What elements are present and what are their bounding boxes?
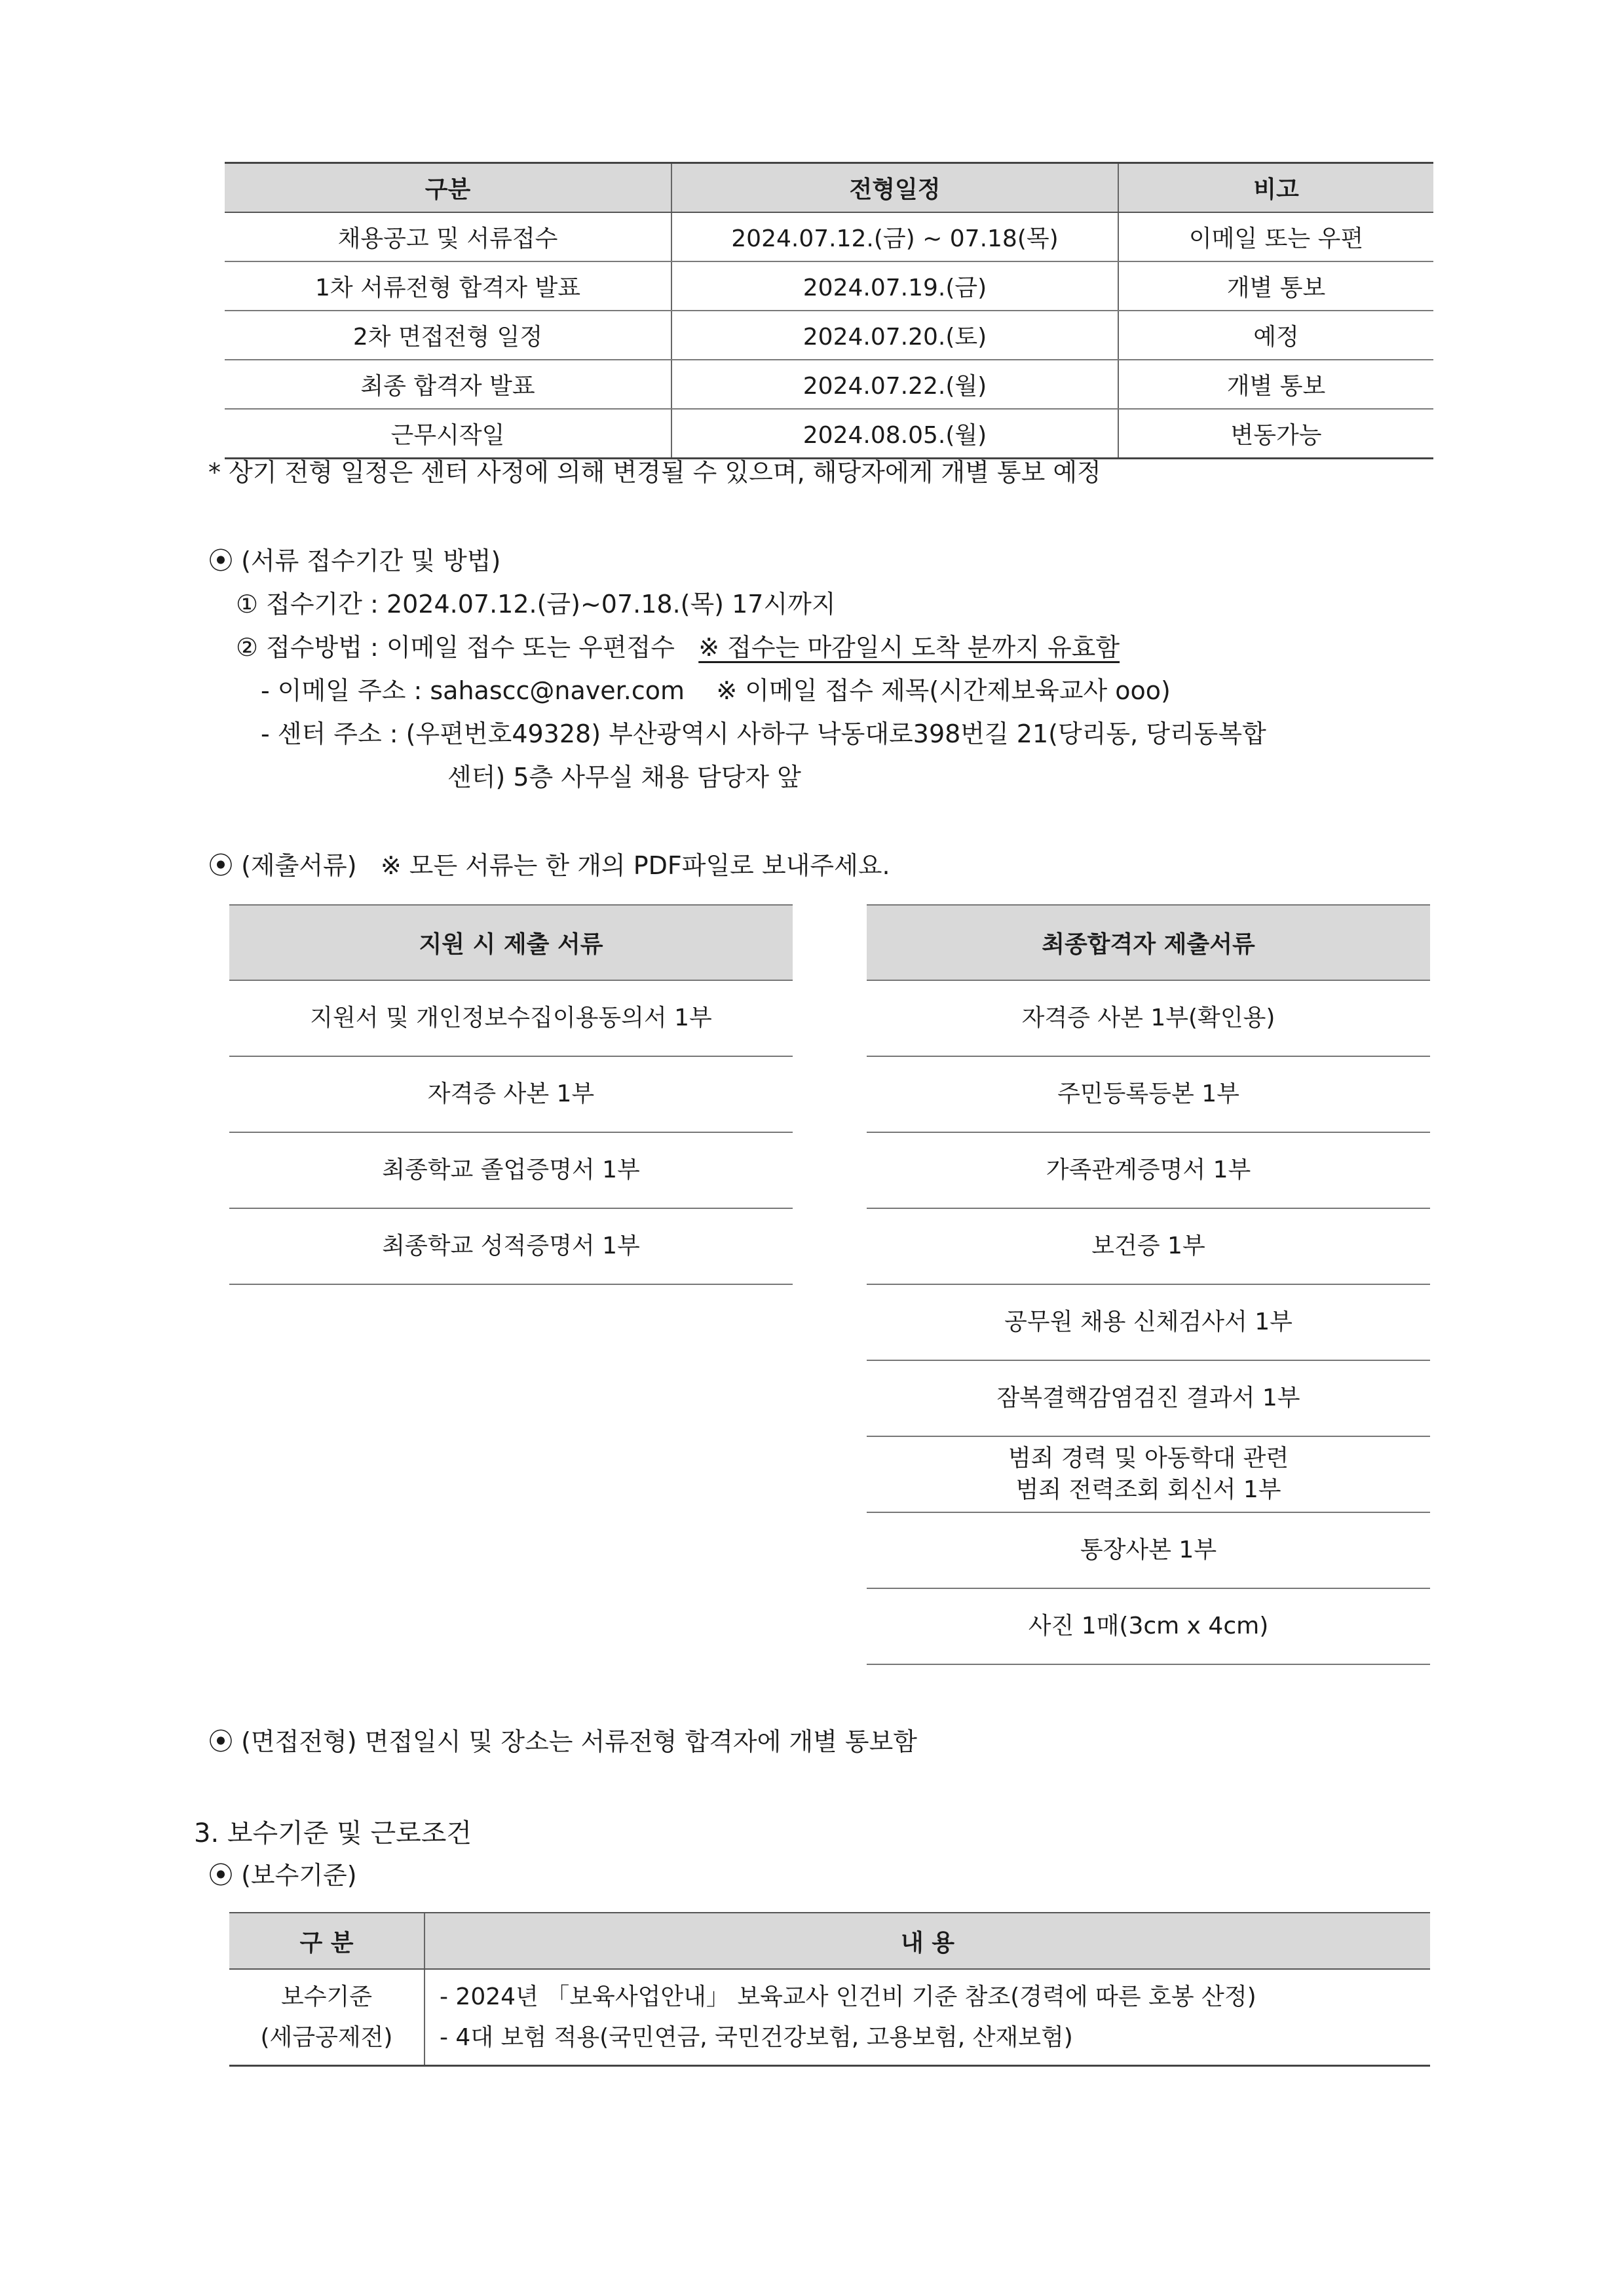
application-method-text: ② 접수방법 : 이메일 접수 또는 우편접수 bbox=[236, 633, 675, 662]
schedule-cell: 2024.07.19.(금) bbox=[671, 261, 1118, 311]
schedule-cell: 2024.07.12.(금) ~ 07.18(목) bbox=[671, 212, 1118, 261]
final-document-label: 가족관계증명서 1부 bbox=[1046, 1157, 1251, 1183]
documents-heading-note: ※ 모든 서류는 한 개의 PDF파일로 보내주세요. bbox=[380, 851, 890, 880]
schedule-cell: 2024.07.20.(토) bbox=[671, 311, 1118, 360]
pay-heading: ⦿ (보수기준) bbox=[208, 1861, 357, 1890]
schedule-cell: 개별 통보 bbox=[1118, 261, 1433, 311]
application-method-note: ※ 접수는 마감일시 도착 분까지 유효함 bbox=[698, 633, 1120, 662]
schedule-cell: 2024.07.22.(월) bbox=[671, 360, 1118, 409]
list-item bbox=[867, 981, 1430, 1057]
list-item bbox=[229, 1057, 793, 1133]
final-document-label: 사진 1매(3cm x 4cm) bbox=[1028, 1613, 1269, 1639]
final-document-label: 범죄 전력조회 회신서 1부 bbox=[1015, 1476, 1281, 1503]
final-documents-header: 최종합격자 제출서류 bbox=[867, 904, 1430, 981]
apply-document-label: 지원서 및 개인정보수집이용동의서 1부 bbox=[310, 1004, 712, 1031]
application-period: ① 접수기간 : 2024.07.12.(금)~07.18.(목) 17시까지 bbox=[236, 590, 836, 619]
list-item bbox=[229, 981, 793, 1057]
final-document-label: 보건증 1부 bbox=[1091, 1233, 1205, 1259]
pay-header-content: 내 용 bbox=[425, 1913, 1430, 1969]
list-item bbox=[867, 1285, 1430, 1361]
email-line bbox=[261, 675, 1171, 706]
list-item bbox=[229, 1209, 793, 1285]
schedule-header-note: 비고 bbox=[1118, 163, 1433, 213]
email-address: - 이메일 주소 : sahascc@naver.com bbox=[261, 676, 685, 705]
list-item bbox=[867, 1133, 1430, 1209]
final-document-label: 주민등록등본 1부 bbox=[1057, 1081, 1239, 1107]
documents-heading-label: ⦿ (제출서류) bbox=[208, 851, 357, 880]
pay-content-line: - 2024년 「보육사업안내」 보육교사 인건비 기준 참조(경력에 따른 호봉 산정) bbox=[440, 1983, 1256, 2010]
pay-category-line: 보수기준 bbox=[280, 1983, 373, 2010]
schedule-cell: 변동가능 bbox=[1118, 409, 1433, 459]
list-item bbox=[867, 1057, 1430, 1133]
schedule-cell: 채용공고 및 서류접수 bbox=[225, 212, 671, 261]
final-documents-list bbox=[867, 904, 1430, 1665]
pay-header-category: 구 분 bbox=[229, 1913, 425, 1969]
pay-section-title: 3. 보수기준 및 근로조건 bbox=[194, 1818, 472, 1848]
schedule-cell: 1차 서류전형 합격자 발표 bbox=[225, 261, 671, 311]
table-row bbox=[225, 409, 1433, 459]
apply-document-label: 최종학교 성적증명서 1부 bbox=[382, 1233, 640, 1259]
schedule-cell: 근무시작일 bbox=[225, 409, 671, 459]
final-document-label: 통장사본 1부 bbox=[1080, 1537, 1217, 1563]
schedule-note: * 상기 전형 일정은 센터 사정에 의해 변경될 수 있으며, 해당자에게 개별 통보 예정 bbox=[208, 458, 1101, 487]
schedule-cell: 개별 통보 bbox=[1118, 360, 1433, 409]
apply-document-label: 최종학교 졸업증명서 1부 bbox=[382, 1157, 640, 1183]
table-row bbox=[225, 212, 1433, 261]
schedule-header-category: 구분 bbox=[225, 163, 671, 213]
schedule-cell: 예정 bbox=[1118, 311, 1433, 360]
table-row bbox=[229, 1969, 1430, 2066]
email-subject: ※ 이메일 접수 제목(시간제보육교사 ooo) bbox=[716, 676, 1171, 705]
table-row bbox=[225, 311, 1433, 360]
table-row bbox=[225, 360, 1433, 409]
list-item bbox=[867, 1437, 1430, 1513]
application-method bbox=[236, 632, 1120, 663]
pay-header-row bbox=[229, 1913, 1430, 1969]
application-heading: ⦿ (서류 접수기간 및 방법) bbox=[208, 546, 501, 575]
schedule-table bbox=[225, 162, 1433, 459]
schedule-cell: 최종 합격자 발표 bbox=[225, 360, 671, 409]
pay-content-cell bbox=[425, 1969, 1430, 2066]
list-item bbox=[867, 1589, 1430, 1665]
address-line-1: - 센터 주소 : (우편번호49328) 부산광역시 사하구 낙동대로398번길 21(당리동, 당리동복합 bbox=[261, 719, 1266, 748]
schedule-cell: 2차 면접전형 일정 bbox=[225, 311, 671, 360]
apply-documents-list bbox=[229, 904, 793, 1285]
pay-category-line: (세금공제전) bbox=[260, 2023, 393, 2051]
pay-category-cell bbox=[229, 1969, 425, 2066]
schedule-cell: 이메일 또는 우편 bbox=[1118, 212, 1433, 261]
list-item bbox=[229, 1133, 793, 1209]
list-item bbox=[867, 1209, 1430, 1285]
final-document-label: 범죄 경력 및 아동학대 관련 bbox=[1008, 1445, 1289, 1472]
address-line-2: 센터) 5층 사무실 채용 담당자 앞 bbox=[447, 763, 801, 792]
schedule-header-row bbox=[225, 163, 1433, 213]
final-document-label: 잠복결핵감염검진 결과서 1부 bbox=[996, 1385, 1300, 1411]
table-row bbox=[225, 261, 1433, 311]
pay-content-line: - 4대 보험 적용(국민연금, 국민건강보험, 고용보험, 산재보험) bbox=[440, 2023, 1073, 2051]
list-item bbox=[867, 1513, 1430, 1589]
list-item bbox=[867, 1361, 1430, 1437]
final-document-label: 공무원 채용 신체검사서 1부 bbox=[1004, 1309, 1293, 1335]
schedule-header-date: 전형일정 bbox=[671, 163, 1118, 213]
apply-document-label: 자격증 사본 1부 bbox=[427, 1081, 595, 1107]
documents-heading bbox=[208, 850, 890, 881]
interview-text: ⦿ (면접전형) 면접일시 및 장소는 서류전형 합격자에 개별 통보함 bbox=[208, 1727, 917, 1756]
pay-table bbox=[229, 1912, 1430, 2067]
schedule-cell: 2024.08.05.(월) bbox=[671, 409, 1118, 459]
final-document-label: 자격증 사본 1부(확인용) bbox=[1021, 1004, 1275, 1031]
apply-documents-header: 지원 시 제출 서류 bbox=[229, 904, 793, 981]
